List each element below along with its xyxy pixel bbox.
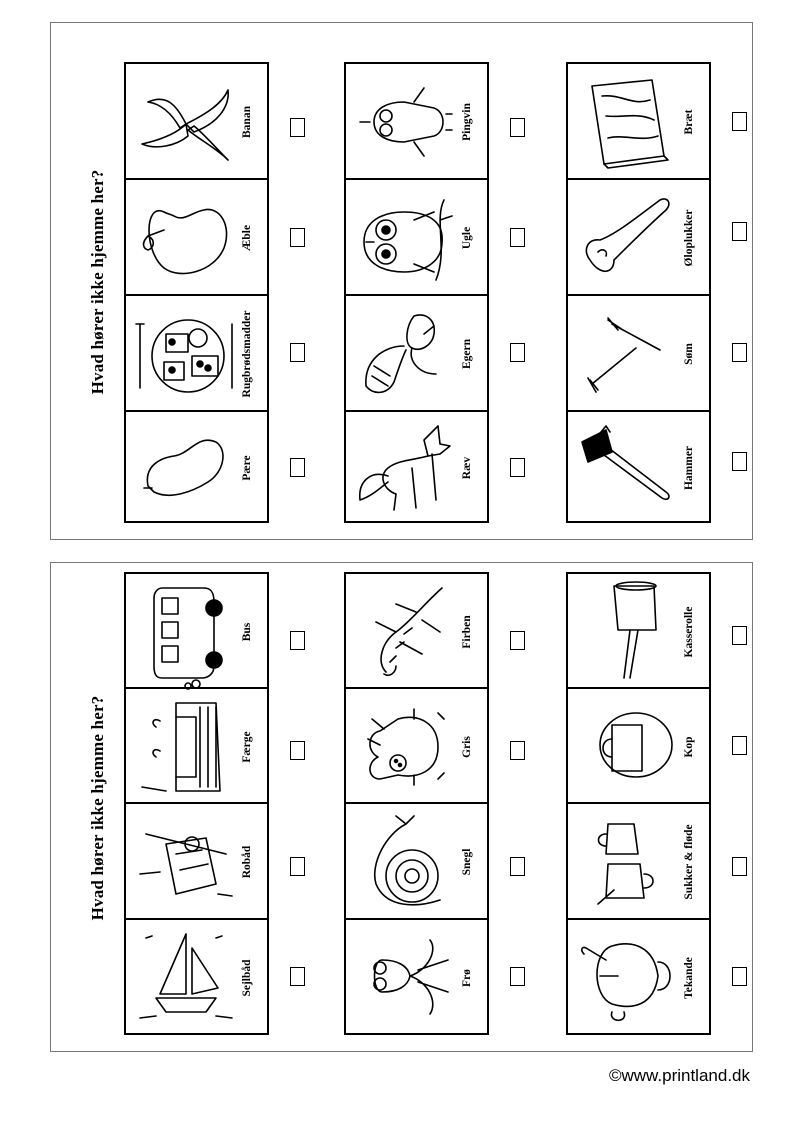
banana-icon xyxy=(136,84,236,164)
picture-card xyxy=(344,294,489,412)
item-label: Færge xyxy=(241,731,253,763)
picture-card xyxy=(124,687,269,804)
picture-card xyxy=(124,178,269,296)
penguin-icon xyxy=(354,78,454,168)
picture-card xyxy=(344,918,489,1035)
sugar-cream-icon xyxy=(578,814,678,910)
item-label: Kasserolle xyxy=(683,606,695,658)
board-icon xyxy=(582,76,672,170)
rye-bread-plate-icon xyxy=(136,304,236,404)
item-label: Gris xyxy=(461,736,473,758)
picture-card xyxy=(124,410,269,523)
copyright-text: ©www.printland.dk xyxy=(608,1066,750,1085)
answer-checkbox[interactable] xyxy=(290,857,305,876)
picture-card xyxy=(566,802,711,920)
picture-card xyxy=(344,62,489,180)
answer-checkbox[interactable] xyxy=(290,118,305,137)
item-label: Tekande xyxy=(683,957,695,999)
pig-icon xyxy=(358,699,454,795)
answer-checkbox[interactable] xyxy=(290,228,305,247)
answer-checkbox[interactable] xyxy=(732,857,747,876)
picture-card xyxy=(344,802,489,920)
owl-icon xyxy=(354,190,454,286)
nails-icon xyxy=(578,308,678,398)
item-label: Pingvin xyxy=(461,103,473,141)
picture-card xyxy=(344,687,489,804)
picture-card xyxy=(566,410,711,523)
ferry-icon xyxy=(136,697,236,797)
answer-checkbox[interactable] xyxy=(732,222,747,241)
item-label: Kop xyxy=(683,736,695,758)
answer-checkbox[interactable] xyxy=(510,631,525,650)
answer-checkbox[interactable] xyxy=(732,626,747,645)
teapot-icon xyxy=(578,926,678,1026)
panel-title: Hvad hører ikke hjemme her? xyxy=(88,695,107,921)
item-label: Hammer xyxy=(683,445,695,491)
answer-checkbox[interactable] xyxy=(510,857,525,876)
item-label: Rugbrødsmadder xyxy=(241,310,253,398)
picture-card xyxy=(344,572,489,689)
cup-icon xyxy=(580,699,676,795)
answer-checkbox[interactable] xyxy=(290,458,305,477)
item-label: Bus xyxy=(241,622,253,642)
frog-icon xyxy=(358,930,454,1026)
answer-checkbox[interactable] xyxy=(290,741,305,760)
answer-checkbox[interactable] xyxy=(732,112,747,131)
bus-icon xyxy=(148,584,228,684)
answer-checkbox[interactable] xyxy=(510,118,525,137)
answer-checkbox[interactable] xyxy=(510,741,525,760)
pear-icon xyxy=(140,426,228,508)
answer-checkbox[interactable] xyxy=(510,343,525,362)
picture-card xyxy=(124,294,269,412)
picture-card xyxy=(344,410,489,523)
panel-title: Hvad hører ikke hjemme her? xyxy=(88,169,107,395)
item-label: Robåd xyxy=(241,845,253,879)
item-label: Sukker & fløde xyxy=(683,824,695,900)
rowboat-icon xyxy=(136,814,236,910)
picture-card xyxy=(124,62,269,180)
item-label: Banan xyxy=(241,106,253,138)
answer-checkbox[interactable] xyxy=(290,343,305,362)
apple-icon xyxy=(134,192,234,282)
squirrel-icon xyxy=(354,306,454,402)
item-label: Æble xyxy=(241,224,253,252)
picture-card xyxy=(344,178,489,296)
hammer-icon xyxy=(576,422,676,512)
snail-icon xyxy=(356,814,456,910)
answer-checkbox[interactable] xyxy=(290,967,305,986)
item-label: Øloplukker xyxy=(683,209,695,267)
picture-card xyxy=(566,687,711,804)
item-label: Ugle xyxy=(461,226,473,250)
fox-icon xyxy=(354,420,454,516)
picture-card xyxy=(124,802,269,920)
item-label: Pære xyxy=(241,455,253,481)
item-label: Søm xyxy=(683,343,695,365)
picture-card xyxy=(566,572,711,689)
picture-card xyxy=(566,294,711,412)
bottle-opener-icon xyxy=(576,190,676,286)
picture-card xyxy=(566,62,711,180)
answer-checkbox[interactable] xyxy=(290,631,305,650)
answer-checkbox[interactable] xyxy=(732,343,747,362)
item-label: Ræv xyxy=(461,456,473,480)
item-label: Egern xyxy=(461,338,473,370)
item-label: Sejlbåd xyxy=(241,959,253,997)
item-label: Snegl xyxy=(461,848,473,876)
sailboat-icon xyxy=(136,928,236,1024)
answer-checkbox[interactable] xyxy=(510,458,525,477)
answer-checkbox[interactable] xyxy=(732,736,747,755)
picture-card xyxy=(566,178,711,296)
lizard-icon xyxy=(356,582,456,682)
answer-checkbox[interactable] xyxy=(510,228,525,247)
item-label: Firben xyxy=(461,615,473,649)
picture-card xyxy=(124,572,269,689)
saucepan-icon xyxy=(578,580,678,680)
picture-card xyxy=(124,918,269,1035)
answer-checkbox[interactable] xyxy=(732,452,747,471)
answer-checkbox[interactable] xyxy=(510,967,525,986)
item-label: Bræt xyxy=(683,109,695,135)
picture-card xyxy=(566,918,711,1035)
item-label: Frø xyxy=(461,969,473,987)
answer-checkbox[interactable] xyxy=(732,967,747,986)
